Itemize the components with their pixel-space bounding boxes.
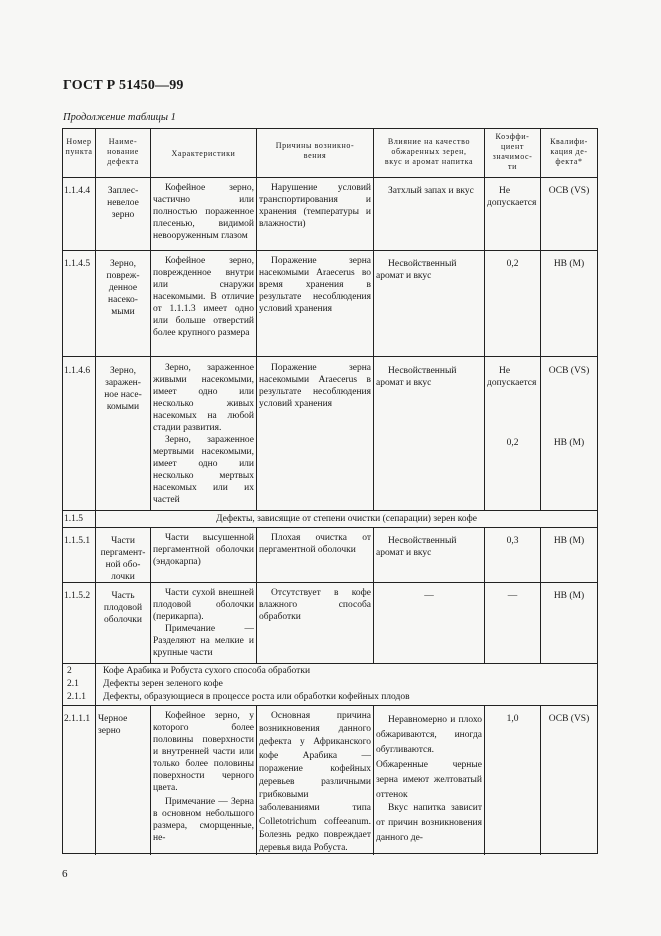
quality-effect: Неравномерно и плохо обжариваются, иногда обугливаются. Обжаренные черные зерна имеют желтоватый оттенок	[376, 715, 482, 800]
row-number: 1.1.5	[64, 514, 83, 524]
row-divider	[63, 356, 597, 357]
header-cause: Причины возникно- вения	[275, 141, 355, 160]
section-title: Кофе Арабика и Робуста сухого способа обработки	[103, 666, 311, 676]
defect-cause: Нарушение условий транспортирования и хранения (температуры и влажности)	[259, 183, 371, 229]
quality-effect-taste: Вкус напитка зависит от причин возникновения данного де-	[376, 803, 482, 843]
row-divider	[63, 510, 597, 511]
defect-cause: Основная причина возникновения данного дефекта у Африканского кофе Арабика — поражение кофейных деревьев различными грибковыми заболеваниями типа Colletotrichum coffeeanum. Болезнь редко повреждает деревья вида Робуста.	[259, 711, 371, 854]
defect-name: Часть плодовой оболочки	[103, 591, 143, 625]
section-number: 2.1	[67, 679, 79, 689]
section-title: Дефекты зерен зеленого кофе	[103, 679, 223, 689]
col-divider	[540, 705, 541, 855]
section-number: 2.1.1	[67, 692, 86, 702]
row-number: 1.1.4.4	[64, 186, 91, 196]
quality-effect: Несвойственный аромат и вкус	[376, 259, 457, 281]
defect-characteristics: Части сухой внешней плодовой оболочки (перикарпа).	[153, 588, 254, 622]
row-divider	[63, 177, 597, 178]
defect-qualification: НВ (М)	[553, 536, 585, 546]
section-title: Дефекты, образующиеся в процессе роста или обработки кофейных плодов	[103, 692, 410, 702]
row-number: 1.1.4.6	[64, 366, 91, 376]
defect-cause: Плохая очистка от пергаментной оболочки	[259, 533, 371, 555]
defect-characteristics: Кофейное зерно, у которого более половины поверхности и внутренней части или только более половины поверхности черного цвета.	[153, 711, 254, 793]
defect-qualification: ОСВ (VS)	[548, 366, 590, 376]
header-coef: Коэффи- циент значимос- ти	[492, 132, 533, 171]
defects-table	[62, 128, 598, 854]
defect-characteristics: Кофейное зерно, поврежденное внутри или снаружи насекомыми. В отличие от 1.1.1.3 имеет одно или больше отверстий более крупного размера	[153, 256, 254, 338]
col-divider	[256, 527, 257, 663]
header-effect: Влияние на качество обжаренных зерен, вкус и аромат напитка	[384, 137, 474, 166]
document-code: ГОСТ Р 51450—99	[63, 78, 184, 93]
significance-coef: 0,2	[506, 259, 519, 269]
section-number: 2	[67, 666, 72, 676]
section-heading: Дефекты, зависящие от степени очистки (сепарации) зерен кофе	[216, 514, 477, 524]
significance-coef: Не допускается	[487, 366, 537, 388]
defect-name: Зерно, повреж- денное насеко- мыми	[106, 259, 140, 317]
defect-characteristics: Кофейное зерно, частично или полностью пораженное плесенью, видимой невооруженным глазом	[153, 183, 254, 241]
defect-name: Зерно, заражен- ное насе- комыми	[104, 366, 142, 412]
defect-qualification: НВ (М)	[553, 438, 585, 448]
page-number: 6	[62, 868, 68, 880]
defect-cause: Отсутствует в кофе влажного способа обработки	[259, 588, 371, 622]
col-divider	[256, 705, 257, 855]
quality-effect: Несвойственный аромат и вкус	[376, 366, 457, 388]
header-char: Характеристики	[171, 149, 236, 158]
defect-characteristics: Части высушенной пергаментной оболочки (эндокарпа)	[153, 533, 254, 567]
significance-coef: —	[507, 591, 518, 601]
col-divider	[484, 129, 485, 510]
col-divider	[150, 527, 151, 663]
defect-note: Примечание — Разделяют на мелкие и крупные части	[153, 624, 254, 658]
defect-qualification: ОСВ (VS)	[548, 714, 590, 724]
quality-effect: Несвойственный аромат и вкус	[376, 536, 457, 558]
col-divider	[150, 705, 151, 855]
defect-qualification: ОСВ (VS)	[548, 186, 590, 196]
defect-characteristics-dead: Зерно, зараженное мертвыми насекомыми, имеет одно или несколько мертвых насекомых или их частей	[153, 435, 254, 505]
col-divider	[256, 129, 257, 510]
defect-characteristics-live: Зерно, зараженное живыми насекомыми, имеет одно или несколько живых насекомых на любой стадии развития.	[153, 363, 254, 433]
col-divider	[373, 129, 374, 510]
header-name: Наиме- нование дефекта	[107, 137, 139, 166]
defect-qualification: НВ (М)	[553, 591, 585, 601]
defect-name: Части пергамент- ной обо- лочки	[100, 536, 146, 582]
defect-cause: Поражение зерна насекомыми Araecerus в результате несоблюдения условий хранения	[259, 363, 371, 409]
col-divider	[484, 705, 485, 855]
defect-note: Примечание — Зерна в основном небольшого размера, сморщенные, не-	[153, 797, 254, 843]
significance-coef: 0,3	[506, 536, 519, 546]
defect-cause: Поражение зерна насекомыми Araecerus во время хранения в результате несоблюдения условий хранения	[259, 256, 371, 314]
quality-effect: —	[424, 591, 434, 601]
significance-coef: 1,0	[506, 714, 519, 724]
row-number: 1.1.5.1	[64, 536, 91, 546]
row-divider	[63, 250, 597, 251]
col-divider	[373, 705, 374, 855]
header-qual: Квалифи- кация де- фекта*	[550, 137, 588, 166]
row-number: 1.1.5.2	[64, 591, 91, 601]
col-divider	[95, 129, 96, 855]
defect-qualification: НВ (М)	[553, 259, 585, 269]
row-divider	[63, 527, 597, 528]
row-divider	[63, 663, 597, 664]
significance-coef: 0,2	[506, 438, 519, 448]
defect-name: Черное зерно	[98, 714, 128, 736]
row-divider	[63, 705, 597, 706]
row-number: 2.1.1.1	[64, 714, 91, 724]
table-continuation-caption: Продолжение таблицы 1	[63, 112, 176, 123]
significance-coef: Не допускается	[487, 186, 537, 208]
col-divider	[150, 129, 151, 510]
quality-effect: Затхлый запах и вкус	[388, 186, 474, 196]
row-number: 1.1.4.5	[64, 259, 91, 269]
header-num: Номер пункта	[65, 137, 93, 156]
defect-name: Заплес- невелое зерно	[107, 186, 139, 220]
